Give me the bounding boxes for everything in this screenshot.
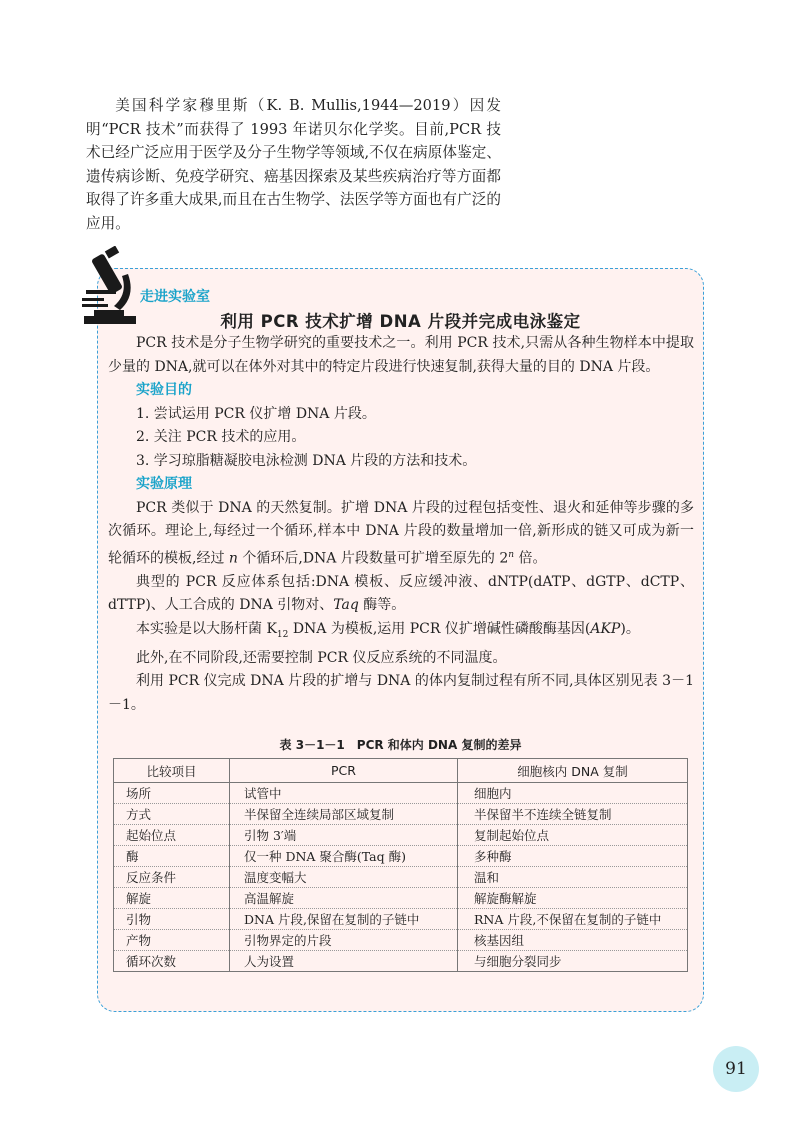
table-cell: 高温解旋 [230, 888, 458, 909]
intro-paragraph [86, 94, 501, 236]
table-row [114, 825, 688, 846]
table-cell: 多种酶 [458, 846, 688, 867]
principle-2-taq: Taq [333, 597, 359, 614]
table-cell: 解旋酶解旋 [458, 888, 688, 909]
table-cell: 产物 [114, 930, 230, 951]
principle-heading: 实验原理 [136, 476, 192, 492]
table-cell: 仅一种 DNA 聚合酶(Taq 酶) [230, 846, 458, 867]
table-cell: 起始位点 [114, 825, 230, 846]
table-header: 比较项目 [114, 759, 230, 783]
table-cell: 核基因组 [458, 930, 688, 951]
principle-3-sub: 12 [276, 629, 289, 640]
principle-paragraph-2 [108, 571, 694, 618]
principle-3-text-c: )。 [620, 620, 640, 637]
principle-2-text-b: 酶等。 [358, 597, 406, 614]
principle-1-text-a: PCR 类似于 DNA 的天然复制。扩增 DNA 片段的过程包括变性、退火和延伸等步骤的多次循环。理论上,每经过一个循环,样本中 DNA 片段的数量增加一倍,新形成的链又可成为新一轮循环的模板,经过 [108, 499, 694, 567]
lab-section-tag: 走进实验室 [140, 289, 210, 305]
lab-title: 利用 PCR 技术扩增 DNA 片段并完成电泳鉴定 [220, 312, 581, 331]
table-header: PCR [230, 759, 458, 783]
table-row [114, 909, 688, 930]
table-cell: 循环次数 [114, 951, 230, 972]
principle-paragraph-5: 利用 PCR 仪完成 DNA 片段的扩增与 DNA 的体内复制过程有所不同,具体区别见表 3－1－1。 [108, 673, 694, 713]
principle-2-text-a: 典型的 PCR 反应体系包括:DNA 模板、反应缓冲液、dNTP(dATP、dGTP、dCTP、dTTP)、人工合成的 DNA 引物对、 [108, 573, 694, 614]
table-cell: 方式 [114, 804, 230, 825]
table-cell: 引物界定的片段 [230, 930, 458, 951]
comparison-table [113, 758, 688, 972]
aim-heading: 实验目的 [136, 382, 192, 398]
table-cell: 人为设置 [230, 951, 458, 972]
aim-item-1: 1. 尝试运用 PCR 仪扩增 DNA 片段。 [136, 405, 376, 422]
table-cell: 试管中 [230, 783, 458, 804]
principle-1-n: n [228, 550, 238, 567]
table-cell: 与细胞分裂同步 [458, 951, 688, 972]
table-header: 细胞核内 DNA 复制 [458, 759, 688, 783]
table-row [114, 846, 688, 867]
table-cell: 酶 [114, 846, 230, 867]
table-cell: 细胞内 [458, 783, 688, 804]
table-cell: 反应条件 [114, 867, 230, 888]
aim-item-3: 3. 学习琼脂糖凝胶电泳检测 DNA 片段的方法和技术。 [136, 452, 477, 469]
table-row [114, 951, 688, 972]
table-cell: 温和 [458, 867, 688, 888]
table-cell: 引物 3′端 [230, 825, 458, 846]
principle-3-akp: AKP [590, 620, 621, 637]
table-cell: RNA 片段,不保留在复制的子链中 [458, 909, 688, 930]
table-cell: 复制起始位点 [458, 825, 688, 846]
principle-paragraph-4: 此外,在不同阶段,还需要控制 PCR 仪反应系统的不同温度。 [136, 649, 507, 666]
principle-3-text-b: DNA 为模板,运用 PCR 仪扩增碱性磷酸酶基因( [288, 620, 591, 637]
aim-item-2: 2. 关注 PCR 技术的应用。 [136, 429, 306, 445]
principle-paragraph-3 [108, 618, 694, 647]
page-number: 91 [713, 1046, 759, 1092]
table-cell: 场所 [114, 783, 230, 804]
table-row [114, 930, 688, 951]
table-cell: 半保留半不连续全链复制 [458, 804, 688, 825]
table-row [114, 783, 688, 804]
principle-1-sup: n [508, 549, 515, 560]
table-cell: 引物 [114, 909, 230, 930]
principle-1-text-c: 倍。 [514, 550, 547, 567]
table-row [114, 867, 688, 888]
table-cell: 温度变幅大 [230, 867, 458, 888]
principle-3-text-a: 本实验是以大肠杆菌 K [136, 620, 277, 637]
table-cell: 解旋 [114, 888, 230, 909]
lab-intro: PCR 技术是分子生物学研究的重要技术之一。利用 PCR 技术,只需从各种生物样本中提取少量的 DNA,就可以在体外对其中的特定片段进行快速复制,获得大量的目的 DNA 片段。 [108, 335, 694, 375]
table-cell: DNA 片段,保留在复制的子链中 [230, 909, 458, 930]
table-row [114, 804, 688, 825]
table-caption: 表 3－1－1 PCR 和体内 DNA 复制的差异 [279, 738, 522, 752]
table-row [114, 888, 688, 909]
principle-1-text-b: 个循环后,DNA 片段数量可扩增至原先的 2 [237, 550, 509, 567]
lab-body [108, 332, 694, 717]
intro-text: 美国科学家穆里斯（K. B. Mullis,1944—2019）因发明“PCR 技术”而获得了 1993 年诺贝尔化学奖。目前,PCR 技术已经广泛应用于医学及分子生物学等领域,不仅在病原体鉴定、遗传病诊断、免疫学研究、癌基因探索及某些疾病治疗等方面都取得了许多重大成果,而且在古生物学、法医学等方面也有广泛的应用。 [86, 97, 501, 232]
table-cell: 半保留全连续局部区域复制 [230, 804, 458, 825]
principle-paragraph-1 [108, 497, 694, 571]
table-header-row [114, 759, 688, 783]
